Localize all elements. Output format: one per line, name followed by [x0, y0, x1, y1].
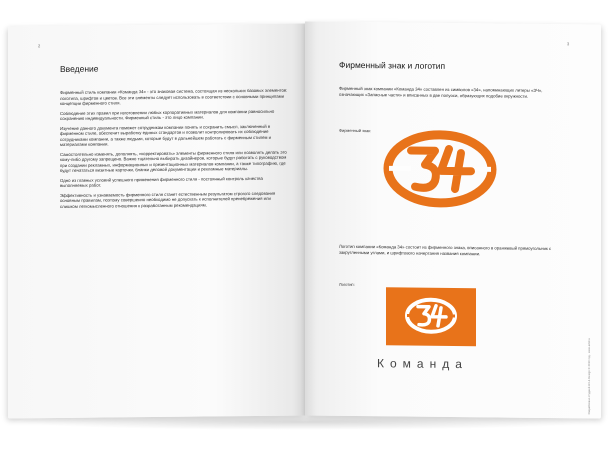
intro-paragraph-2: Соблюдение этих правил при изготовлении любых корпоративных материалов для компании равносильно сохранению индивидуальности. Фирменный стиль - это лицо компании. — [60, 108, 275, 122]
right-page — [305, 21, 601, 418]
logo-wordmark: Команда — [377, 356, 468, 372]
emblem-34-icon — [381, 128, 499, 209]
credits-note: Разработано студией Art & Design © 2010 год · www.artd.ru — [587, 338, 591, 415]
logo-heading: Фирменный знак и логотип — [339, 59, 446, 71]
emblem-label: Фирменный знак: — [339, 127, 372, 134]
intro-paragraph-4: Самостоятельно изменять, дополнять, «корректировать» элементы фирменного стиля или позволять делать это кому-либо другому запрещено. Важно тщательно выбирать дизайнеров, которые будут работать с руководством при создании рекламных, информационных и презентационных материалов компании, а также типографию, где будут печататься визитные карточки, бланки деловой документации и рекламные материалы. — [60, 149, 287, 174]
intro-paragraph-3: Изучение данного документа поможет сотрудникам компании понять и сохранить смысл, заключенный в фирменном стиле, обеспечит выработку единых стандартов и позволит контролировать их соблюдение сотрудниками компании, а также людьми, которые будут в дальнейшем работать с фирменным стилем и материалами компании. — [60, 123, 272, 148]
logo-emblem-icon — [386, 287, 476, 346]
logo-intro: Фирменный знак компании «Команда 34» составлен из символов «34», напоминающих литеры «ЗЧ», означающих «Запасные части» и вписанных в две полуоси, образующих подобие окружности. — [339, 85, 543, 99]
intro-body — [60, 88, 288, 213]
emblem — [381, 128, 499, 209]
intro-paragraph-1: Фирменный стиль компании «Команда 34» - это знаковая система, состоящая из нескольких базовых элементов: логотипа, шрифтов и цветов. Все эти элементы следует использовать в соответствии с основными принципами концепции фирменного стиля. — [60, 87, 288, 107]
left-page-number: 2 — [38, 43, 41, 49]
intro-paragraph-6: Эффективность и узнаваемость фирменного стиля станет естественным результатом строгого следования основным правилам, поэтому совершенно необходимо не допускать к исполнителей пренебрежения или слишком легкомысленного отношения к разработанным рекомендациям. — [60, 190, 276, 209]
logo-box — [386, 287, 476, 346]
right-page-number: 3 — [567, 41, 570, 47]
logo-label: Логотип: — [339, 281, 355, 287]
left-page — [8, 23, 305, 418]
intro-heading: Введение — [60, 63, 99, 75]
intro-paragraph-5: Одно из главных условий успешного применения фирменного стиля - постоянный контроль качества выполняемых работ. — [60, 175, 263, 189]
logo-description: Логотип компании «Команда 34» состоит из фирменного знака, вписанного в оранжевый прямоугольник с закругленными углами, и шрифтового начертания названия компании. — [339, 243, 552, 256]
